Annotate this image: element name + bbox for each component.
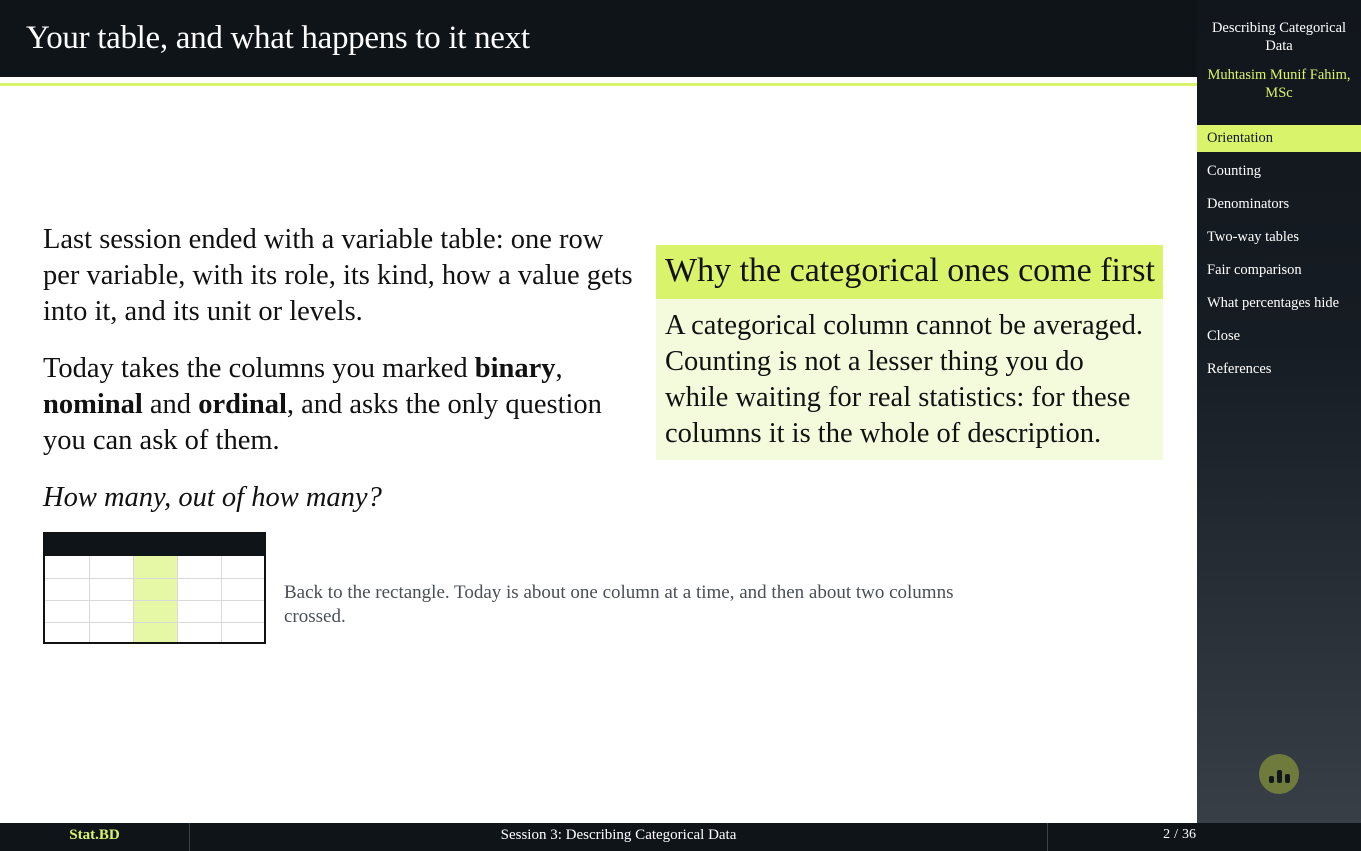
paragraph-previous-session: Last session ended with a variable table: one row per variable, with its role, its kind, how a value gets into it, and its unit or levels. bbox=[43, 224, 633, 327]
presentation-title: Describing Categorical Data bbox=[1211, 20, 1347, 54]
slide-title: Your table, and what happens to it next bbox=[26, 20, 530, 56]
nav-item-two-way-tables[interactable]: Two-way tables bbox=[1207, 229, 1299, 245]
table-header-band bbox=[45, 534, 264, 556]
presentation-author: Muhtasim Munif Fahim, MSc bbox=[1207, 67, 1351, 101]
term-binary: binary bbox=[474, 353, 556, 384]
illustration-caption: Back to the rectangle. Today is about one column at a time, and then about two columns crossed. bbox=[284, 582, 954, 627]
callout-heading: Why the categorical ones come first bbox=[656, 245, 1163, 299]
nav-item-counting[interactable]: Counting bbox=[1207, 163, 1261, 179]
table-gridline bbox=[45, 622, 264, 623]
term-ordinal: ordinal bbox=[198, 389, 287, 420]
page-total: 36 bbox=[1182, 827, 1196, 842]
page-current: 2 bbox=[1163, 827, 1171, 842]
term-nominal: nominal bbox=[43, 389, 143, 420]
key-question: How many, out of how many? bbox=[43, 482, 382, 513]
paragraph-today: Today takes the columns you marked binary, nominal and ordinal, and asks the only question you can ask of them. bbox=[43, 353, 602, 456]
callout-body: A categorical column cannot be averaged. Counting is not a lesser thing you do while waiting for real statistics: for these columns it is the whole of description. bbox=[665, 310, 1143, 449]
table-gridline bbox=[45, 578, 264, 579]
nav-item-references[interactable]: References bbox=[1207, 361, 1272, 377]
slide-body-left bbox=[43, 222, 633, 537]
footer-bar bbox=[0, 823, 1361, 851]
bar-chart-logo-icon bbox=[1259, 754, 1299, 794]
header-accent-line bbox=[0, 83, 1197, 86]
nav-item-orientation[interactable]: Orientation bbox=[1197, 125, 1361, 152]
rectangle-table-illustration bbox=[43, 532, 266, 644]
footer-session-title: Session 3: Describing Categorical Data bbox=[500, 827, 737, 843]
page-counter: 2 / 36 bbox=[1047, 823, 1200, 851]
slide-header bbox=[0, 0, 1197, 77]
table-gridline bbox=[45, 600, 264, 601]
nav-item-close[interactable]: Close bbox=[1207, 328, 1241, 344]
footer-brand: Stat.BD bbox=[0, 823, 190, 851]
sidebar bbox=[1197, 0, 1361, 851]
callout-box bbox=[656, 245, 1163, 460]
nav-item-denominators[interactable]: Denominators bbox=[1207, 196, 1290, 212]
nav-item-what-percentages-hide[interactable]: What percentages hide bbox=[1207, 295, 1340, 311]
nav-item-fair-comparison[interactable]: Fair comparison bbox=[1207, 262, 1302, 278]
section-nav bbox=[1197, 125, 1361, 383]
